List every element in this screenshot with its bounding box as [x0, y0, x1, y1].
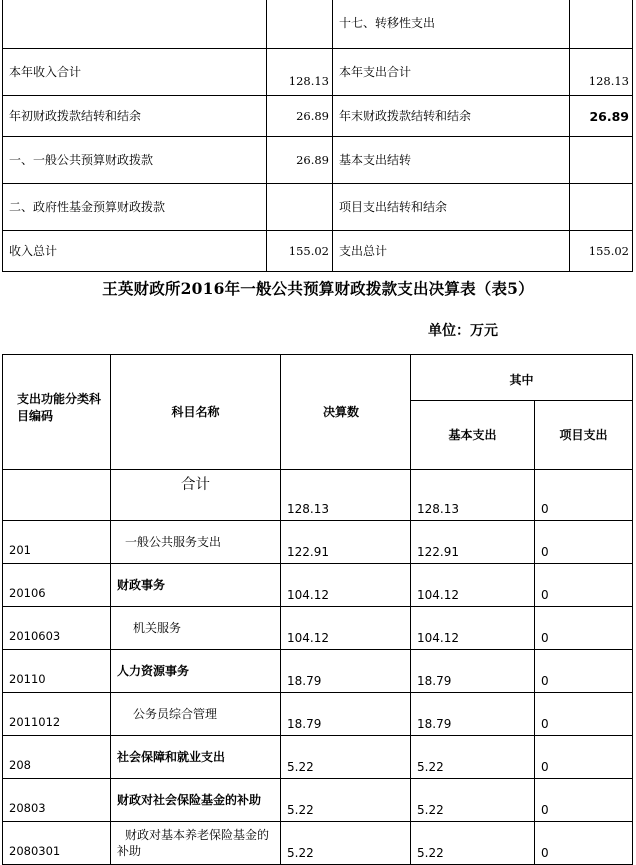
cell-name: 一般公共服务支出 [111, 521, 281, 564]
cell-code: 2080301 [3, 822, 111, 865]
header-of-which: 其中 [411, 355, 633, 401]
summary-left-value [267, 184, 333, 231]
cell-code [3, 470, 111, 521]
header-code: 支出功能分类科目编码 [3, 355, 111, 470]
table-row [3, 779, 633, 822]
unit-label: 单位：万元 [428, 323, 498, 339]
cell-code: 208 [3, 736, 111, 779]
summary-left-label [3, 0, 267, 49]
table-title: 王英财政所2016年一般公共预算财政拨款支出决算表（表5） [102, 279, 534, 298]
cell-basic: 104.12 [411, 564, 535, 607]
header-project: 项目支出 [535, 401, 633, 470]
cell-code: 201 [3, 521, 111, 564]
summary-right-value: 26.89 [570, 96, 633, 137]
summary-left-value: 155.02 [267, 231, 333, 272]
cell-amount: 18.79 [281, 693, 411, 736]
header-basic: 基本支出 [411, 401, 535, 470]
cell-code: 20106 [3, 564, 111, 607]
summary-left-value: 26.89 [267, 137, 333, 184]
header-amount: 决算数 [281, 355, 411, 470]
summary-right-label: 基本支出结转 [333, 137, 570, 184]
table-row [3, 137, 633, 184]
cell-amount: 104.12 [281, 607, 411, 650]
summary-left-value [267, 0, 333, 49]
cell-amount: 104.12 [281, 564, 411, 607]
cell-basic: 104.12 [411, 607, 535, 650]
cell-basic: 128.13 [411, 470, 535, 521]
summary-right-label: 十七、转移性支出 [333, 0, 570, 49]
table-row [3, 521, 633, 564]
cell-amount: 128.13 [281, 470, 411, 521]
table-row [3, 607, 633, 650]
summary-left-label: 年初财政拨款结转和结余 [3, 96, 267, 137]
table-row [3, 650, 633, 693]
table-row [3, 49, 633, 96]
expenditure-final-accounts-table [2, 354, 633, 865]
summary-right-value: 128.13 [570, 49, 633, 96]
cell-amount: 5.22 [281, 779, 411, 822]
cell-amount: 5.22 [281, 736, 411, 779]
summary-left-label: 二、政府性基金预算财政拨款 [3, 184, 267, 231]
cell-project: 0 [535, 693, 633, 736]
cell-amount: 122.91 [281, 521, 411, 564]
summary-left-label: 本年收入合计 [3, 49, 267, 96]
cell-name: 公务员综合管理 [111, 693, 281, 736]
table-row [3, 693, 633, 736]
cell-amount: 18.79 [281, 650, 411, 693]
cell-project: 0 [535, 607, 633, 650]
total-label: 合计 [111, 470, 281, 521]
summary-left-value: 128.13 [267, 49, 333, 96]
summary-left-value: 26.89 [267, 96, 333, 137]
cell-name: 人力资源事务 [111, 650, 281, 693]
table-row-total [3, 470, 633, 521]
table-row [3, 822, 633, 865]
cell-project: 0 [535, 822, 633, 865]
cell-basic: 5.22 [411, 779, 535, 822]
cell-name: 财政对社会保险基金的补助 [111, 779, 281, 822]
summary-right-label: 项目支出结转和结余 [333, 184, 570, 231]
table-row [3, 0, 633, 49]
cell-project: 0 [535, 564, 633, 607]
summary-right-label: 支出总计 [333, 231, 570, 272]
cell-amount: 5.22 [281, 822, 411, 865]
cell-name: 机关服务 [111, 607, 281, 650]
cell-project: 0 [535, 779, 633, 822]
summary-right-value: 155.02 [570, 231, 633, 272]
table-header-row [3, 355, 633, 401]
summary-right-label: 年末财政拨款结转和结余 [333, 96, 570, 137]
cell-basic: 18.79 [411, 650, 535, 693]
table-row [3, 736, 633, 779]
cell-project: 0 [535, 736, 633, 779]
cell-name: 财政事务 [111, 564, 281, 607]
cell-name: 财政对基本养老保险基金的补助 [111, 822, 281, 865]
cell-project: 0 [535, 521, 633, 564]
summary-right-value [570, 0, 633, 49]
cell-basic: 5.22 [411, 822, 535, 865]
income-expenditure-summary-table [2, 0, 633, 272]
cell-code: 20110 [3, 650, 111, 693]
summary-right-value [570, 137, 633, 184]
table-row [3, 231, 633, 272]
cell-basic: 5.22 [411, 736, 535, 779]
cell-code: 2010603 [3, 607, 111, 650]
cell-basic: 122.91 [411, 521, 535, 564]
cell-name: 社会保障和就业支出 [111, 736, 281, 779]
summary-right-label: 本年支出合计 [333, 49, 570, 96]
cell-basic: 18.79 [411, 693, 535, 736]
table-row [3, 564, 633, 607]
cell-code: 20803 [3, 779, 111, 822]
cell-code: 2011012 [3, 693, 111, 736]
table-row [3, 184, 633, 231]
table-row [3, 96, 633, 137]
summary-left-label: 一、一般公共预算财政拨款 [3, 137, 267, 184]
cell-project: 0 [535, 470, 633, 521]
summary-right-value [570, 184, 633, 231]
cell-project: 0 [535, 650, 633, 693]
summary-left-label: 收入总计 [3, 231, 267, 272]
header-name: 科目名称 [111, 355, 281, 470]
